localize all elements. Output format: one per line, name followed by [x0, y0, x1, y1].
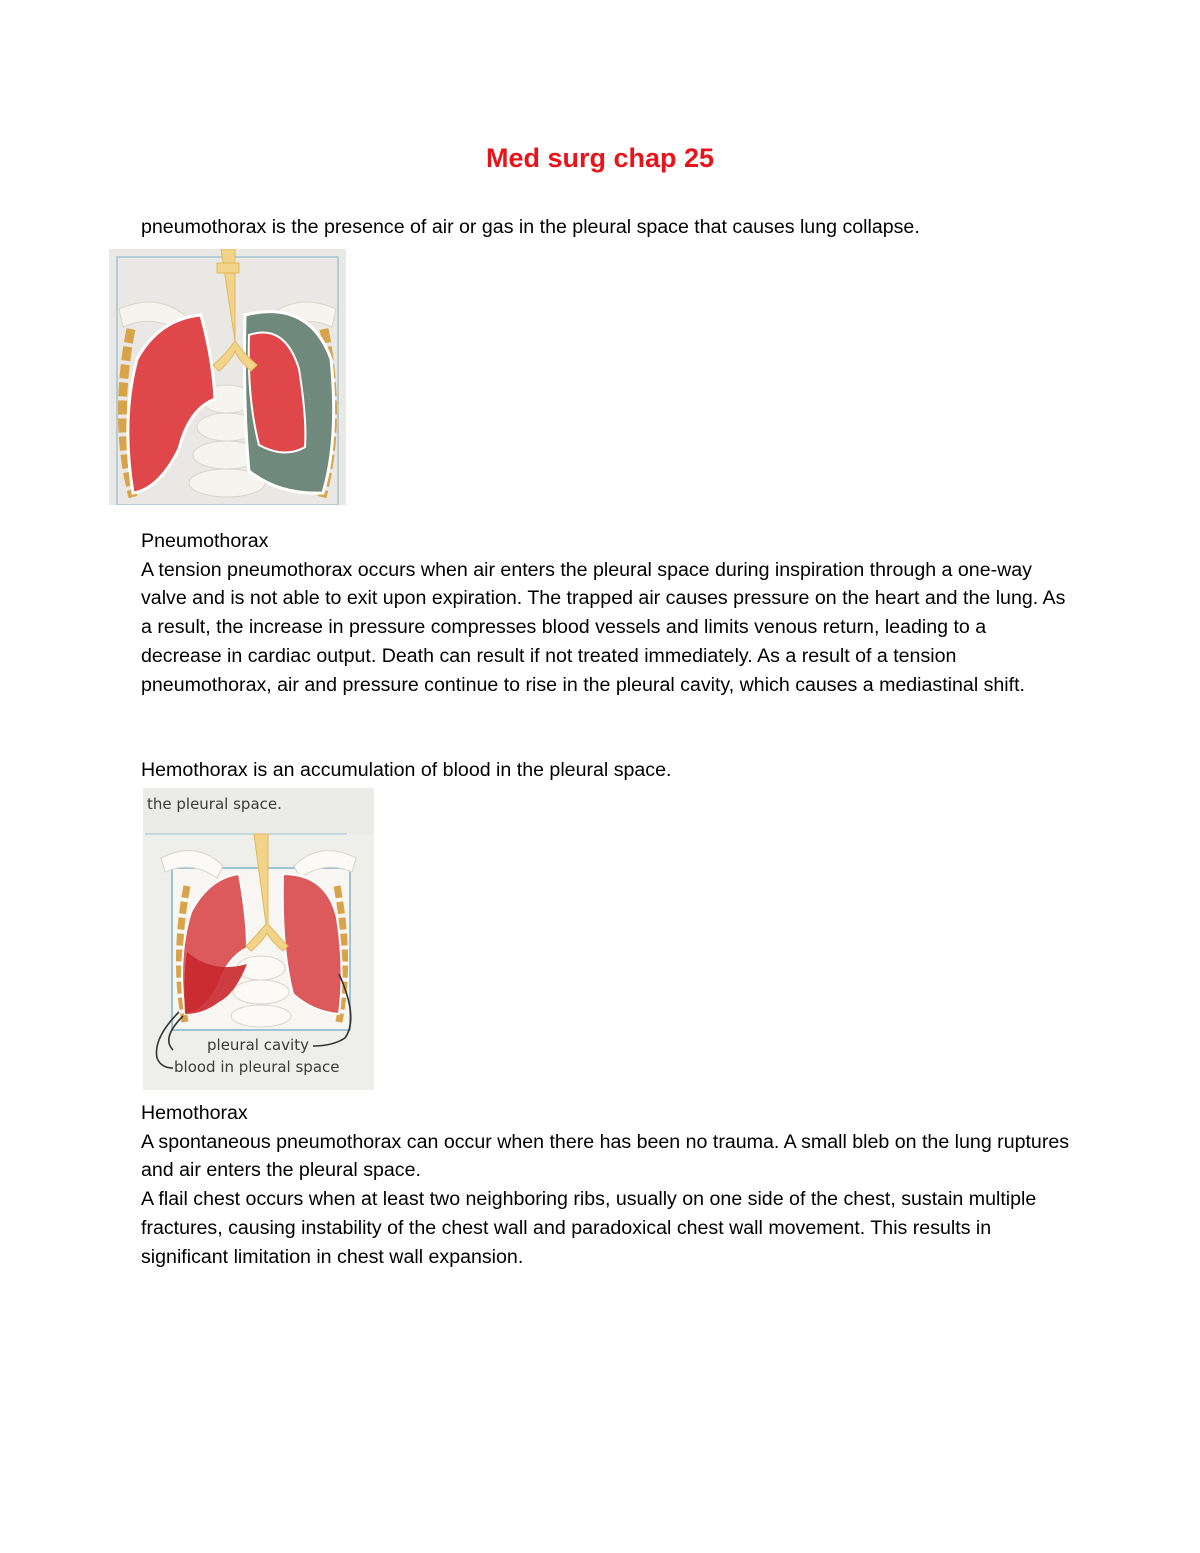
pneumothorax-caption: Pneumothorax	[141, 530, 269, 552]
hemothorax-intro	[141, 756, 1071, 785]
intro-text: pneumothorax is the presence of air or gas in the pleural space that causes lung collapse.	[141, 216, 920, 238]
intro-paragraph	[141, 213, 1071, 242]
hemothorax-caption: Hemothorax	[141, 1102, 248, 1124]
flail-chest-text: A flail chest occurs when at least two neighboring ribs, usually on one side of the chest, sustain multiple fractures, causing instability of the chest wall and paradoxical chest wall movement. This results in significant limitation in chest wall expansion.	[141, 1188, 1037, 1268]
hemothorax-illustration	[143, 788, 374, 1090]
pneumothorax-illustration	[109, 249, 346, 505]
figure2-top-text: the pleural space.	[147, 795, 282, 813]
label-pleural-cavity: pleural cavity	[207, 1036, 309, 1054]
pneumothorax-section	[141, 527, 1071, 699]
hemothorax-intro-text: Hemothorax is an accumulation of blood in the pleural space.	[141, 759, 672, 781]
hemothorax-section	[141, 1099, 1071, 1271]
page-title: Med surg chap 25	[485, 143, 715, 173]
label-blood-pleural-space: blood in pleural space	[174, 1058, 340, 1076]
spontaneous-text: A spontaneous pneumothorax can occur when there has been no trauma. A small bleb on the lung ruptures and air enters the pleural space.	[141, 1130, 1070, 1182]
pneumothorax-text: A tension pneumothorax occurs when air enters the pleural space during inspiration through a one-way valve and is not able to exit upon expiration. The trapped air causes pressure on the heart and the lung. As a result, the increase in pressure compresses blood vessels and limits venous return, leading to a decrease in cardiac output. Death can result if not treated immediately. As a result of a tension pneumothorax, air and pressure continue to rise in the pleural cavity, which causes a mediastinal shift.	[141, 558, 1066, 696]
hemothorax-figure	[143, 788, 374, 1090]
pneumothorax-figure	[109, 249, 346, 505]
